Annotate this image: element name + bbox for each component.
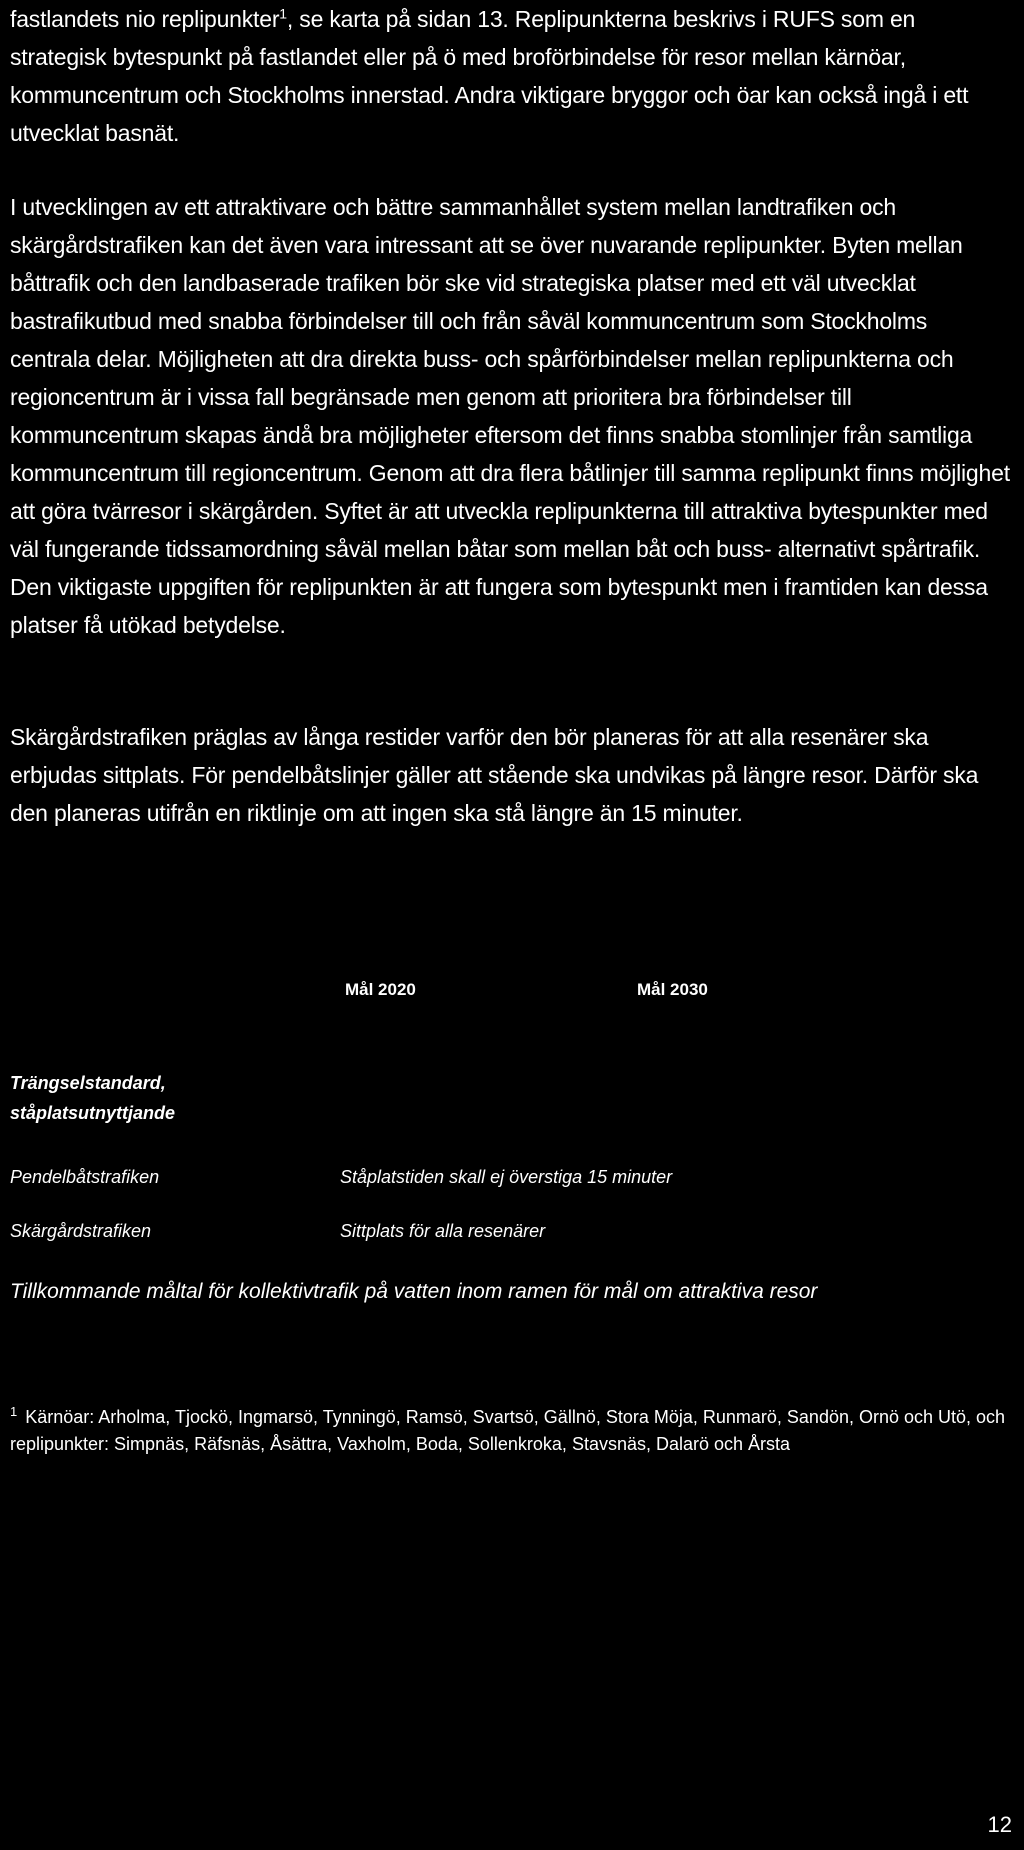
paragraph-1-text-end: , se karta på sidan 13. Replipunkterna beskrivs i RUFS som en strategisk bytespunkt på fastlandet eller på ö med broförbindelse för resor mellan kärnöar, kommuncentrum och Stockholms innerstad. Andra viktigare bryggor och öar kan också ingå i ett utvecklat basnät.: [10, 6, 969, 146]
table-row-label: Pendelbåtstrafiken: [10, 1167, 160, 1187]
paragraph-system-development: I utvecklingen av ett attraktivare och bättre sammanhållet system mellan landtrafiken och skärgårdstrafiken kan det även vara intressant att se över nuvarande replipunkter. Byten mellan båttrafik och den landbaserade trafiken bör ske vid strategiska platser med ett väl utvecklat bastrafikutbud med snabba förbindelser till och från såväl kommuncentrum som Stockholms centrala delar. Möjligheten att dra direkta buss- och spårförbindelser mellan replipunkterna och regioncentrum är i vissa fall begränsade men genom att prioritera bra förbindelser till kommuncentrum skapas ändå bra möjligheter eftersom det finns snabba stomlinjer från samtliga kommuncentrum till regioncentrum. Genom att dra flera båtlinjer till samma replipunkt finns möjlighet att göra tvärresor i skärgården. Syftet är att utveckla replipunkterna till attraktiva bytespunkter med väl fungerande tidssamordning såväl mellan båtar som mellan båt och buss- alternativt spårtrafik. Den viktigaste uppgiften för replipunkten är att fungera som bytespunkt men i framtiden kan dessa platser få utökad betydelse.: [10, 194, 1010, 638]
footnote-reference[interactable]: 1: [279, 5, 287, 22]
table-row-value: Sittplats för alla resenärer: [340, 1221, 546, 1241]
table-row-value: Ståplatstiden skall ej överstiga 15 minuter: [340, 1167, 673, 1187]
paragraph-replipunkter: [10, 0, 1010, 152]
table-header-2030: Mål 2030: [637, 980, 708, 999]
paragraph-sittplats: Skärgårdstrafiken präglas av långa restider varför den bör planeras för att alla resenärer ska erbjudas sittplats. För pendelbåtslinjer gäller att stående ska undvikas på längre resor. Därför ska den planeras utifrån en riktlinje om att ingen ska stå längre än 15 minuter.: [10, 724, 979, 826]
table-group-label-line2: ståplatsutnyttjande: [10, 1103, 176, 1123]
footnote: [10, 1398, 1010, 1458]
table-row-label: Skärgårdstrafiken: [10, 1221, 152, 1241]
footnote-marker: 1: [10, 1404, 18, 1419]
table-header-2020: Mål 2020: [345, 980, 416, 999]
table-group-label-line1: Trängselstandard,: [10, 1073, 166, 1093]
paragraph-1-text-start: fastlandets nio replipunkter: [10, 6, 280, 32]
page-number: 12: [987, 1812, 1012, 1837]
footnote-text: Kärnöar: Arholma, Tjockö, Ingmarsö, Tynningö, Ramsö, Svartsö, Gällnö, Stora Möja, Runmarö, Sandön, Ornö och Utö, och replipunkter: Simpnäs, Räfsnäs, Åsättra, Vaxholm, Boda, Sollenkroka, Stavsnäs, Dalarö och Årsta: [10, 1407, 1006, 1454]
table-caption: Tillkommande måltal för kollektivtrafik på vatten inom ramen för mål om attraktiva resor: [10, 1280, 818, 1303]
